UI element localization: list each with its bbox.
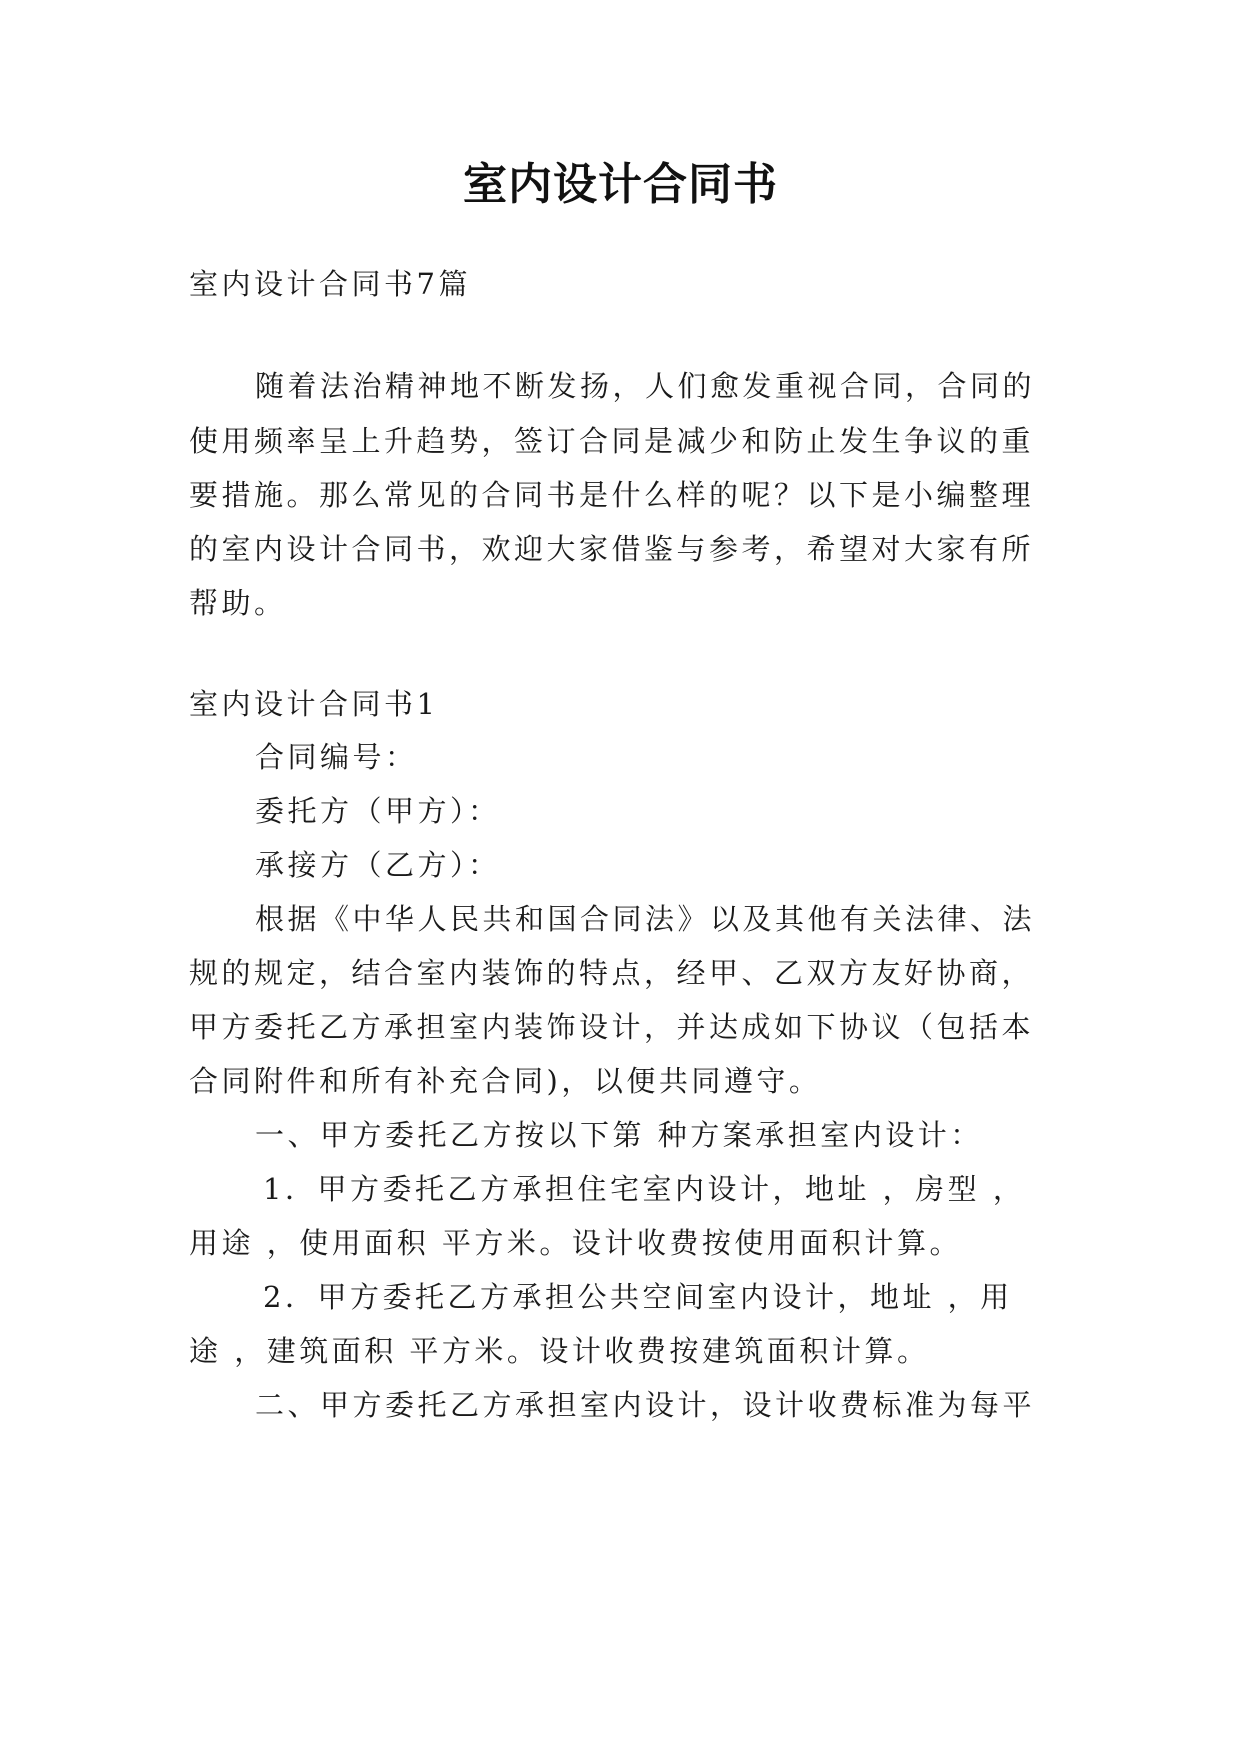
client-party-field: 委托方（甲方）：	[255, 794, 501, 828]
clause-one: 一、甲方委托乙方按以下第 种方案承担室内设计：	[255, 1118, 983, 1152]
intro-line: 帮助。	[189, 586, 287, 620]
document-subtitle: 室内设计合同书7篇	[189, 267, 471, 301]
preamble-line: 规的规定，结合室内装饰的特点，经甲、乙双方友好协商，	[189, 956, 1035, 990]
preamble-line: 合同附件和所有补充合同)，以便共同遵守。	[189, 1064, 822, 1098]
contract-number-field: 合同编号：	[255, 740, 418, 774]
item-two-line: 途 ，建筑面积 平方米。设计收费按建筑面积计算。	[189, 1334, 930, 1368]
intro-line: 要措施。那么常见的合同书是什么样的呢？以下是小编整理	[189, 478, 1035, 512]
preamble-line: 根据《中华人民共和国合同法》以及其他有关法律、法	[255, 902, 1036, 936]
preamble-line: 甲方委托乙方承担室内装饰设计，并达成如下协议（包括本	[189, 1010, 1035, 1044]
intro-line: 使用频率呈上升趋势，签订合同是减少和防止发生争议的重	[189, 424, 1035, 458]
section-heading: 室内设计合同书1	[189, 687, 439, 721]
item-one-line: 用途 ，使用面积 平方米。设计收费按使用面积计算。	[189, 1226, 962, 1260]
contractor-party-field: 承接方（乙方）：	[255, 848, 501, 882]
item-one-line: 1．甲方委托乙方承担住宅室内设计，地址 ，房型 ，	[263, 1172, 1026, 1206]
clause-two: 二、甲方委托乙方承担室内设计，设计收费标准为每平	[255, 1388, 1036, 1422]
intro-line: 随着法治精神地不断发扬，人们愈发重视合同，合同的	[255, 369, 1036, 403]
item-two-line: 2．甲方委托乙方承担公共空间室内设计，地址 ，用	[263, 1280, 1013, 1314]
document-title: 室内设计合同书	[463, 159, 778, 210]
intro-line: 的室内设计合同书，欢迎大家借鉴与参考，希望对大家有所	[189, 532, 1035, 566]
